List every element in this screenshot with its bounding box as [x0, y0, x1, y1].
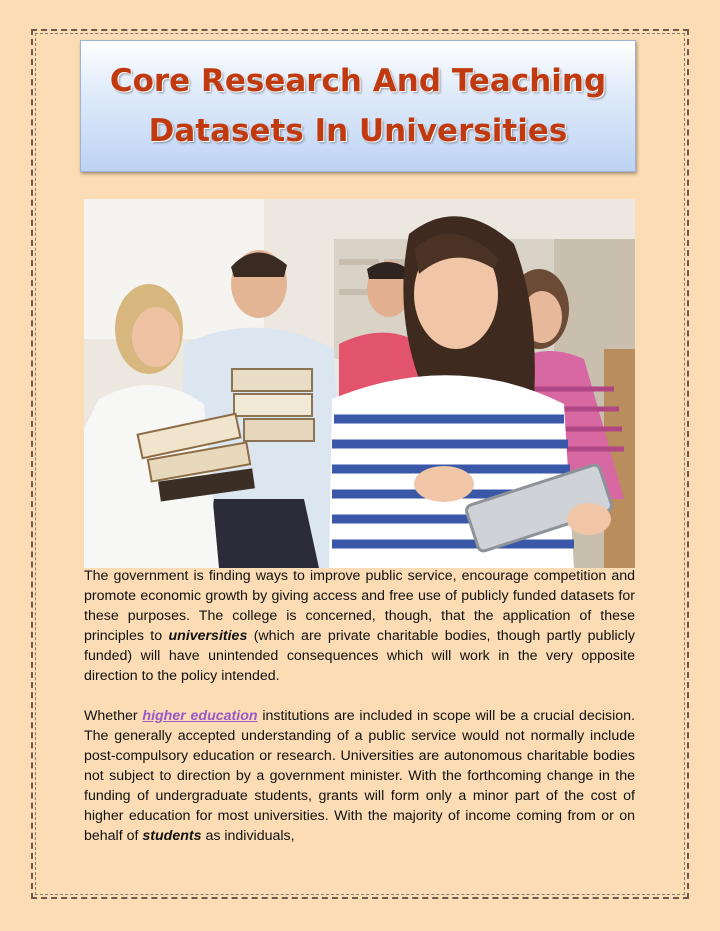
- universities-emphasis: universities: [168, 628, 248, 644]
- paragraph-1: [84, 566, 635, 686]
- article-body: [84, 566, 635, 866]
- students-emphasis: students: [142, 828, 202, 844]
- paragraph-2-text-b: institutions are included in scope will be a crucial decision. The generally accepted understanding of a public service would not normally include post-compulsory education or research. Universities are autonomous charitable bodies not subject to direction by a government minister. With the forthcoming change in the funding of undergraduate students, grants will form only a minor part of the cost of higher education for most universities. With the majority of income coming from or on behalf of: [84, 708, 636, 844]
- students-photo: [84, 199, 635, 568]
- paragraph-2-text-a: Whether: [84, 708, 143, 724]
- page-title: Core Research And Teaching Datasets In Universities: [109, 63, 607, 149]
- higher-education-link[interactable]: higher education: [142, 708, 258, 724]
- paragraph-2-text-c: as individuals,: [201, 828, 295, 844]
- title-banner: [80, 40, 636, 172]
- paragraph-2: [84, 706, 635, 846]
- paragraph-1-text-b: (which are private charitable bodies, though partly publicly funded) will have unintended consequences which will work in the very opposite direction to the policy intended.: [84, 628, 635, 684]
- paragraph-1-text-a: The government is finding ways to improve public service, encourage competition and promote economic growth by giving access and free use of publicly funded datasets for these purposes. The college is concerned, though, that the application of these principles to: [84, 568, 635, 644]
